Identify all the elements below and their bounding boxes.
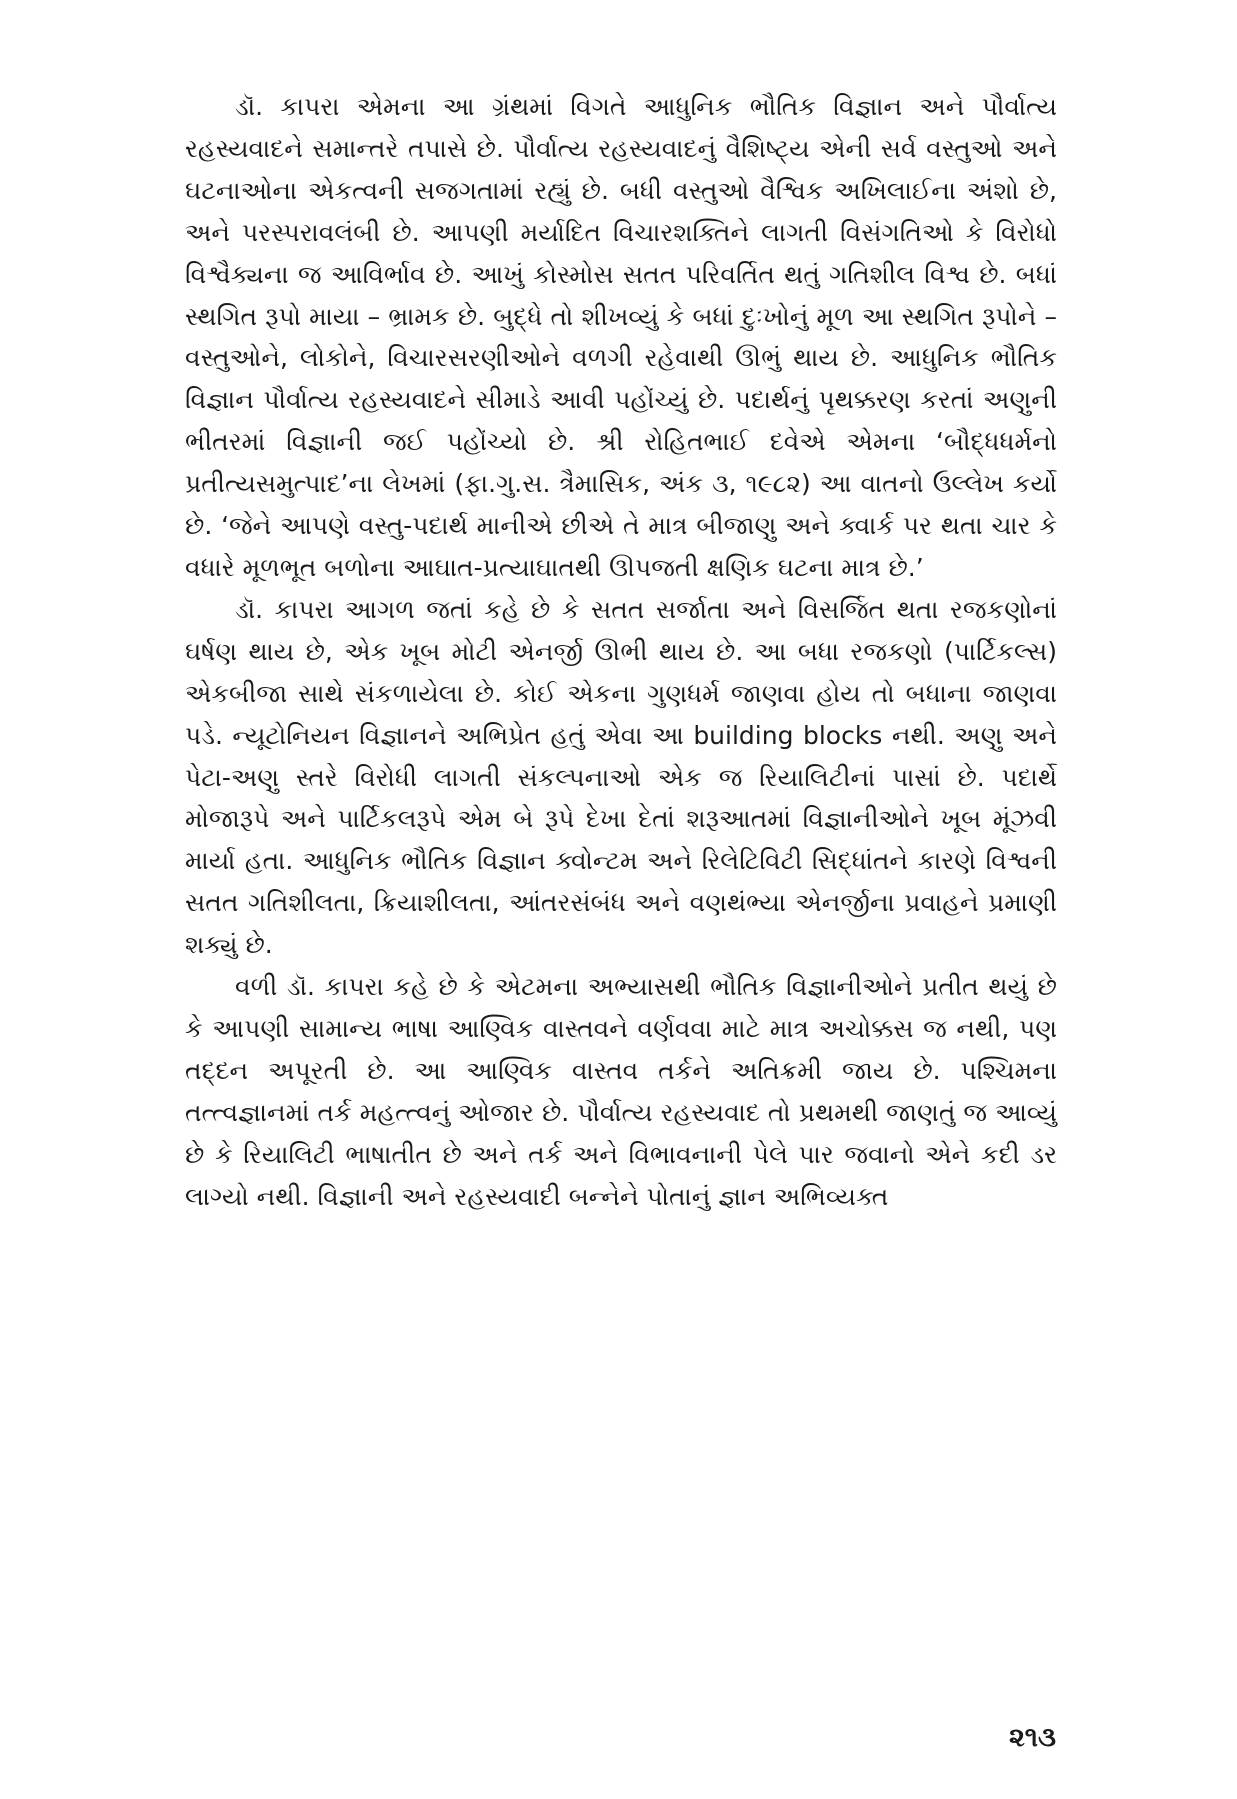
paragraph-3: વળી ડૉ. કાપરા કહે છે કે એટમના અભ્યાસથી ભૌતિક વિજ્ઞાનીઓને પ્રતીત થયું છે કે આપણી સામાન્ય ભાષા આણ્વિક વાસ્તવને વર્ણવવા માટે માત્ર અચોક્કસ જ નથી, પણ તદ્દન અપૂરતી છે. આ આણ્વિક વાસ્તવ તર્કને અતિક્રમી જાય છે. પશ્ચિમના તત્ત્વજ્ઞાનમાં તર્ક મહત્ત્વનું ઓજાર છે. પૌર્વાત્ય રહસ્યવાદ તો પ્રથમથી જાણતું જ આવ્યું છે કે રિયાલિટી ભાષાતીત છે અને તર્ક અને વિભાવનાની પેલે પાર જવાનો એને કદી ડર લાગ્યો નથી. વિજ્ઞાની અને રહસ્યવાદી બન્નેને પોતાનું જ્ઞાન અભિવ્યક્ત <box>185 972 1057 1211</box>
page-number: ૨૧૩ <box>1008 1722 1056 1753</box>
paragraph-1: ડૉ. કાપરા એમના આ ગ્રંથમાં વિગતે આધુનિક ભૌતિક વિજ્ઞાન અને પૌર્વાત્ય રહસ્યવાદને સમાન્તરે તપાસે છે. પૌર્વાત્ય રહસ્યવાદનું વૈશિષ્ટ્ય એની સર્વ વસ્તુઓ અને ઘટનાઓના એકત્વની સજગતામાં રહ્યું છે. બધી વસ્તુઓ વૈશ્વિક અખિલાઈના અંશો છે, અને પરસ્પરાવલંબી છે. આપણી મર્યાદિત વિચારશક્તિને લાગતી વિસંગતિઓ કે વિરોધો વિશ્વૈક્યના જ આવિર્ભાવ છે. આખું કોસ્મોસ સતત પરિવર્તિત થતું ગતિશીલ વિશ્વ છે. બધાં સ્થગિત રૂપો માયા – ભ્રામક છે. બુદ્ધે તો શીખવ્યું કે બધાં દુઃખોનું મૂળ આ સ્થગિત રૂપોને – વસ્તુઓને, લોકોને, વિચારસરણીઓને વળગી રહેવાથી ઊભું થાય છે. આધુનિક ભૌતિક વિજ્ઞાન પૌર્વાત્ય રહસ્યવાદને સીમાડે આવી પહોંચ્યું છે. પદાર્થનું પૃથક્કરણ કરતાં અણુની ભીતરમાં વિજ્ઞાની જઈ પહોંચ્યો છે. શ્રી રોહિતભાઈ દવેએ એમના ‘બૌદ્ધધર્મનો પ્રતીત્યસમુત્પાદ’ના લેખમાં (ફા.ગુ.સ. ત્રૈમાસિક, અંક ૩, ૧૯૮૨) આ વાતનો ઉલ્લેખ કર્યો છે. ‘જેને આપણે વસ્તુ-પદાર્થ માનીએ છીએ તે માત્ર બીજાણુ અને ક્વાર્ક પર થતા ચાર કે વધારે મૂળભૂત બળોના આઘાત-પ્રત્યાઘાતથી ઊપજતી ક્ષણિક ઘટના માત્ર છે.’ <box>185 92 1057 582</box>
paragraph-2: ડૉ. કાપરા આગળ જતાં કહે છે કે સતત સર્જાતા અને વિસર્જિત થતા રજકણોનાં ઘર્ષણ થાય છે, એક ખૂબ મોટી એનર્જી ઊભી થાય છે. આ બધા રજકણો (પાર્ટિકલ્સ) એકબીજા સાથે સંકળાયેલા છે. કોઈ એકના ગુણધર્મ જાણવા હોય તો બધાના જાણવા પડે. ન્યૂટોનિયન વિજ્ઞાનને અભિપ્રેત હતું એવા આ building blocks નથી. અણુ અને પેટા-અણુ સ્તરે વિરોધી લાગતી સંકલ્પનાઓ એક જ રિયાલિટીનાં પાસાં છે. પદાર્થે મોજારૂપે અને પાર્ટિકલરૂપે એમ બે રૂપે દેખા દેતાં શરૂઆતમાં વિજ્ઞાનીઓને ખૂબ મૂંઝવી માર્યા હતા. આધુનિક ભૌતિક વિજ્ઞાન ક્વોન્ટમ અને રિલેટિવિટી સિદ્ધાંતને કારણે વિશ્વની સતત ગતિશીલતા, ક્રિયાશીલતા, આંતરસંબંધ અને વણથંભ્યા એનર્જીના પ્રવાહને પ્રમાણી શક્યું છે. <box>185 594 1057 960</box>
body-text <box>185 86 1057 1217</box>
